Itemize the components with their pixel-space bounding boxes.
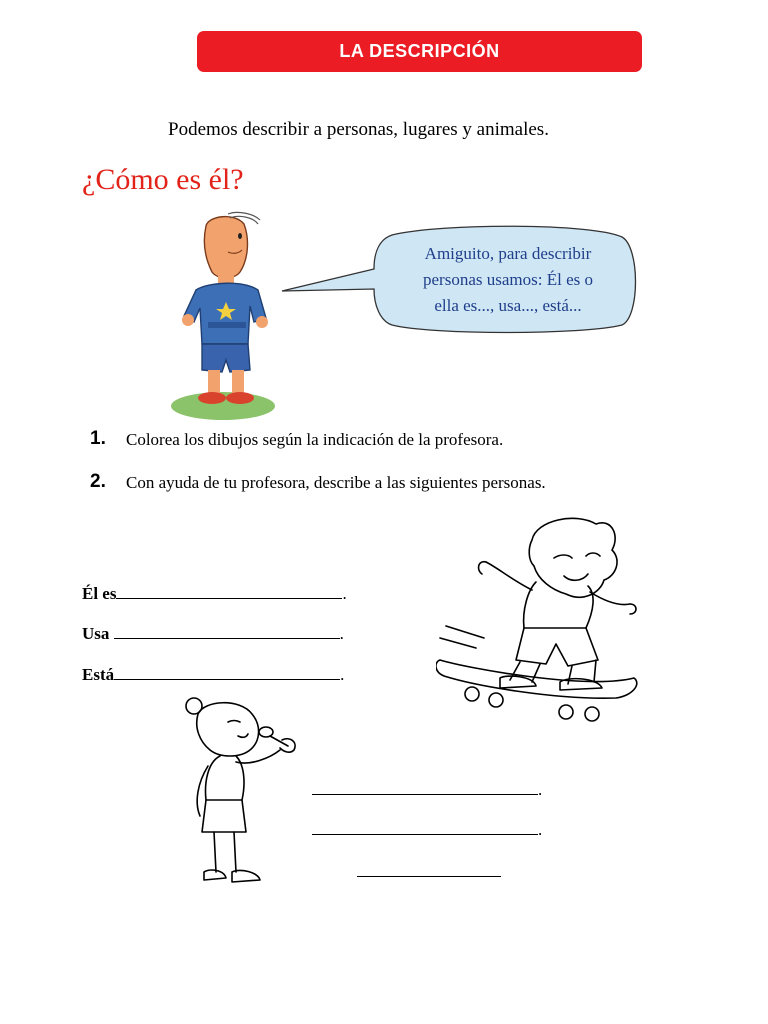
- page-title: LA DESCRIPCIÓN: [339, 41, 500, 61]
- fill-line-el-es: [82, 584, 347, 604]
- fill-end: .: [340, 665, 345, 684]
- fill-label: Él es: [82, 584, 117, 603]
- fill-line-usa: [82, 624, 344, 644]
- instruction-1-text: Colorea los dibujos según la indicación de la profesora.: [126, 430, 504, 449]
- bubble-line-3: ella es..., usa..., está...: [434, 296, 582, 315]
- fill-end: .: [342, 584, 347, 603]
- answer-blank[interactable]: [116, 584, 342, 599]
- skateboard-boy-illustration: [436, 510, 641, 728]
- instruction-number: 1.: [90, 428, 106, 449]
- instruction-number: 2.: [90, 471, 106, 492]
- answer-blank[interactable]: [357, 862, 501, 877]
- instruction-1: [90, 428, 106, 450]
- fill-label: Está: [82, 665, 115, 684]
- intro-text: Podemos describir a personas, lugares y animales.: [168, 119, 549, 140]
- question-heading: ¿Cómo es él?: [82, 163, 244, 196]
- speech-bubble-text: [388, 241, 628, 319]
- bubble-line-1: Amiguito, para describir: [424, 244, 592, 263]
- title-banner: [197, 31, 642, 72]
- instruction-2-text: Con ayuda de tu profesora, describe a las siguientes personas.: [126, 473, 546, 492]
- blank-line-3: [357, 862, 501, 882]
- fill-end: .: [339, 624, 344, 643]
- fill-line-esta: [82, 665, 344, 685]
- instruction-2: [90, 471, 106, 493]
- fill-label: Usa: [82, 624, 110, 643]
- blank-end: .: [538, 780, 543, 799]
- blank-line-1: [312, 780, 542, 800]
- answer-blank[interactable]: [312, 820, 538, 835]
- blank-line-2: [312, 820, 542, 840]
- bubble-line-2: personas usamos: Él es o: [423, 270, 593, 289]
- blank-end: .: [538, 820, 543, 839]
- answer-blank[interactable]: [114, 665, 340, 680]
- singing-girl-illustration: [180, 692, 310, 897]
- answer-blank[interactable]: [114, 624, 340, 639]
- answer-blank[interactable]: [312, 780, 538, 795]
